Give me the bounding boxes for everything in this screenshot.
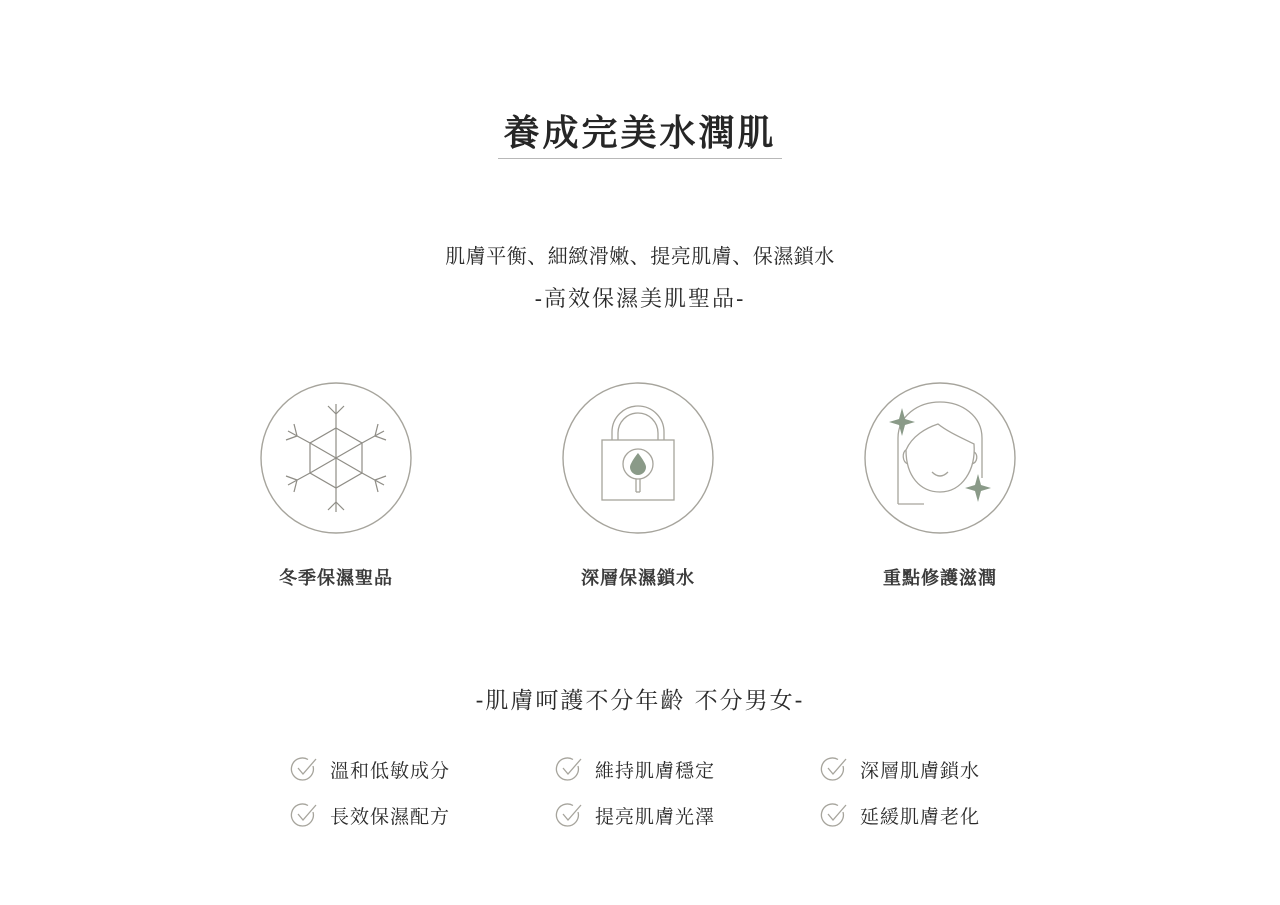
title-wrap: [0, 110, 1280, 159]
benefit-item: [290, 754, 450, 784]
face-sparkle-icon: [862, 380, 1018, 536]
benefit-text: 深層肌膚鎖水: [860, 759, 981, 782]
slogan: -肌膚呵護不分年齡 不分男女-: [475, 688, 805, 714]
check-circle-icon: [555, 801, 583, 829]
feature-face: [840, 380, 1040, 590]
page-title: 養成完美水潤肌: [498, 110, 781, 159]
benefit-item: [555, 800, 715, 830]
benefit-item: [820, 800, 980, 830]
lock-droplet-icon: [560, 380, 716, 536]
benefit-text: 溫和低敏成分: [330, 759, 451, 782]
check-circle-icon: [555, 755, 583, 783]
feature-winter: [236, 380, 436, 590]
tagline: -高效保濕美肌聖品-: [534, 287, 746, 312]
benefit-text: 延緩肌膚老化: [860, 805, 981, 828]
benefit-item: [820, 754, 980, 784]
check-circle-icon: [820, 801, 848, 829]
check-circle-icon: [290, 755, 318, 783]
benefit-item: [555, 754, 715, 784]
snowflake-icon: [258, 380, 414, 536]
check-circle-icon: [290, 801, 318, 829]
check-circle-icon: [820, 755, 848, 783]
benefit-text: 維持肌膚穩定: [595, 759, 716, 782]
benefit-item: [290, 800, 450, 830]
subtitle: 肌膚平衡、細緻滑嫩、提亮肌膚、保濕鎖水: [445, 244, 835, 268]
benefit-text: 提亮肌膚光澤: [595, 805, 716, 828]
feature-label-winter: 冬季保濕聖品: [279, 568, 393, 589]
feature-label-face: 重點修護滋潤: [883, 568, 997, 589]
feature-row: [0, 380, 1280, 600]
feature-label-lock: 深層保濕鎖水: [581, 568, 695, 589]
benefit-text: 長效保濕配方: [330, 805, 451, 828]
feature-lock: [538, 380, 738, 590]
